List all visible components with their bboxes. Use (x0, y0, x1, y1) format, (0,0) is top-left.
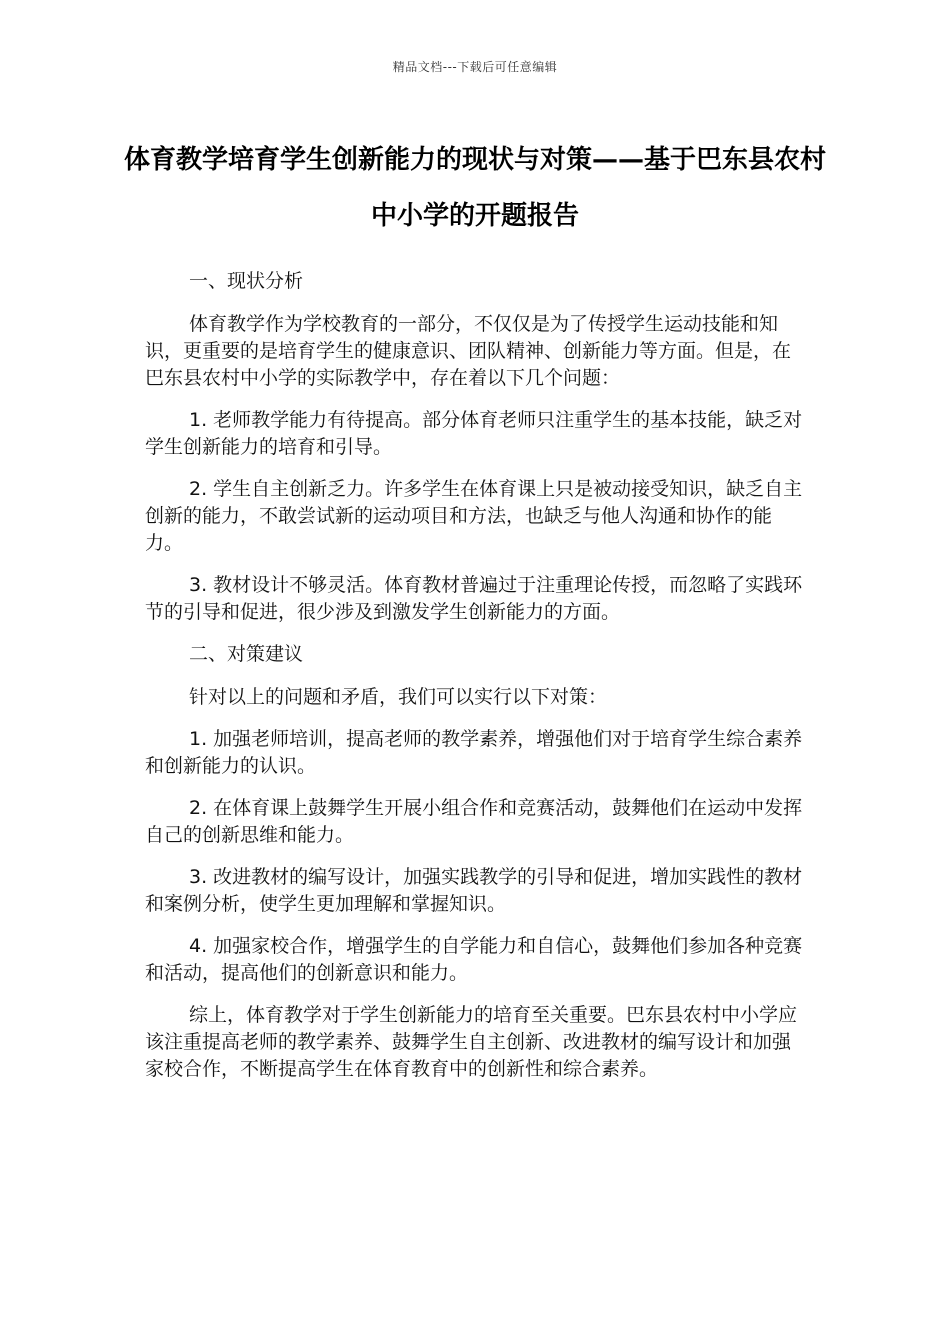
paragraph-suggestion-4: 4. 加强家校合作，增强学生的自学能力和自信心，鼓舞他们参加各种竞赛和活动，提高他们的创新意识和能力。 (145, 935, 803, 984)
paragraph-issue-1: 1. 老师教学能力有待提高。部分体育老师只注重学生的基本技能，缺乏对学生创新能力的培育和引导。 (145, 409, 803, 458)
section-heading-suggestions: 二、对策建议 (189, 643, 304, 665)
paragraph-issue-2: 2. 学生自主创新乏力。许多学生在体育课上只是被动接受知识，缺乏自主创新的能力，不敢尝试新的运动项目和方法，也缺乏与他人沟通和协作的能力。 (145, 478, 803, 554)
paragraph-issue-3: 3. 教材设计不够灵活。体育教材普遍过于注重理论传授，而忽略了实践环节的引导和促进，很少涉及到激发学生创新能力的方面。 (145, 574, 803, 623)
paragraph-suggestion-1: 1. 加强老师培训，提高老师的教学素养，增强他们对于培育学生综合素养和创新能力的认识。 (145, 728, 803, 777)
section-heading-status: 一、现状分析 (189, 270, 304, 292)
paragraph-suggestion-3: 3. 改进教材的编写设计，加强实践教学的引导和促进，增加实践性的教材和案例分析，使学生更加理解和掌握知识。 (145, 866, 803, 915)
document-body (145, 268, 805, 1098)
paragraph-suggestions-intro: 针对以上的问题和矛盾，我们可以实行以下对策： (189, 686, 608, 708)
paragraph-intro: 体育教学作为学校教育的一部分，不仅仅是为了传授学生运动技能和知识，更重要的是培育学生的健康意识、团队精神、创新能力等方面。但是，在巴东县农村中小学的实际教学中，存在着以下几个问题： (145, 313, 792, 389)
header-note: 精品文档---下载后可任意编辑 (392, 60, 558, 74)
paragraph-suggestion-2: 2. 在体育课上鼓舞学生开展小组合作和竞赛活动，鼓舞他们在运动中发挥自己的创新思维和能力。 (145, 797, 803, 846)
paragraph-conclusion: 综上，体育教学对于学生创新能力的培育至关重要。巴东县农村中小学应该注重提高老师的教学素养、鼓舞学生自主创新、改进教材的编写设计和加强家校合作，不断提高学生在体育教育中的创新性和综合素养。 (145, 1004, 798, 1080)
document-title: 体育教学培育学生创新能力的现状与对策——基于巴东县农村中小学的开题报告 (123, 145, 826, 231)
